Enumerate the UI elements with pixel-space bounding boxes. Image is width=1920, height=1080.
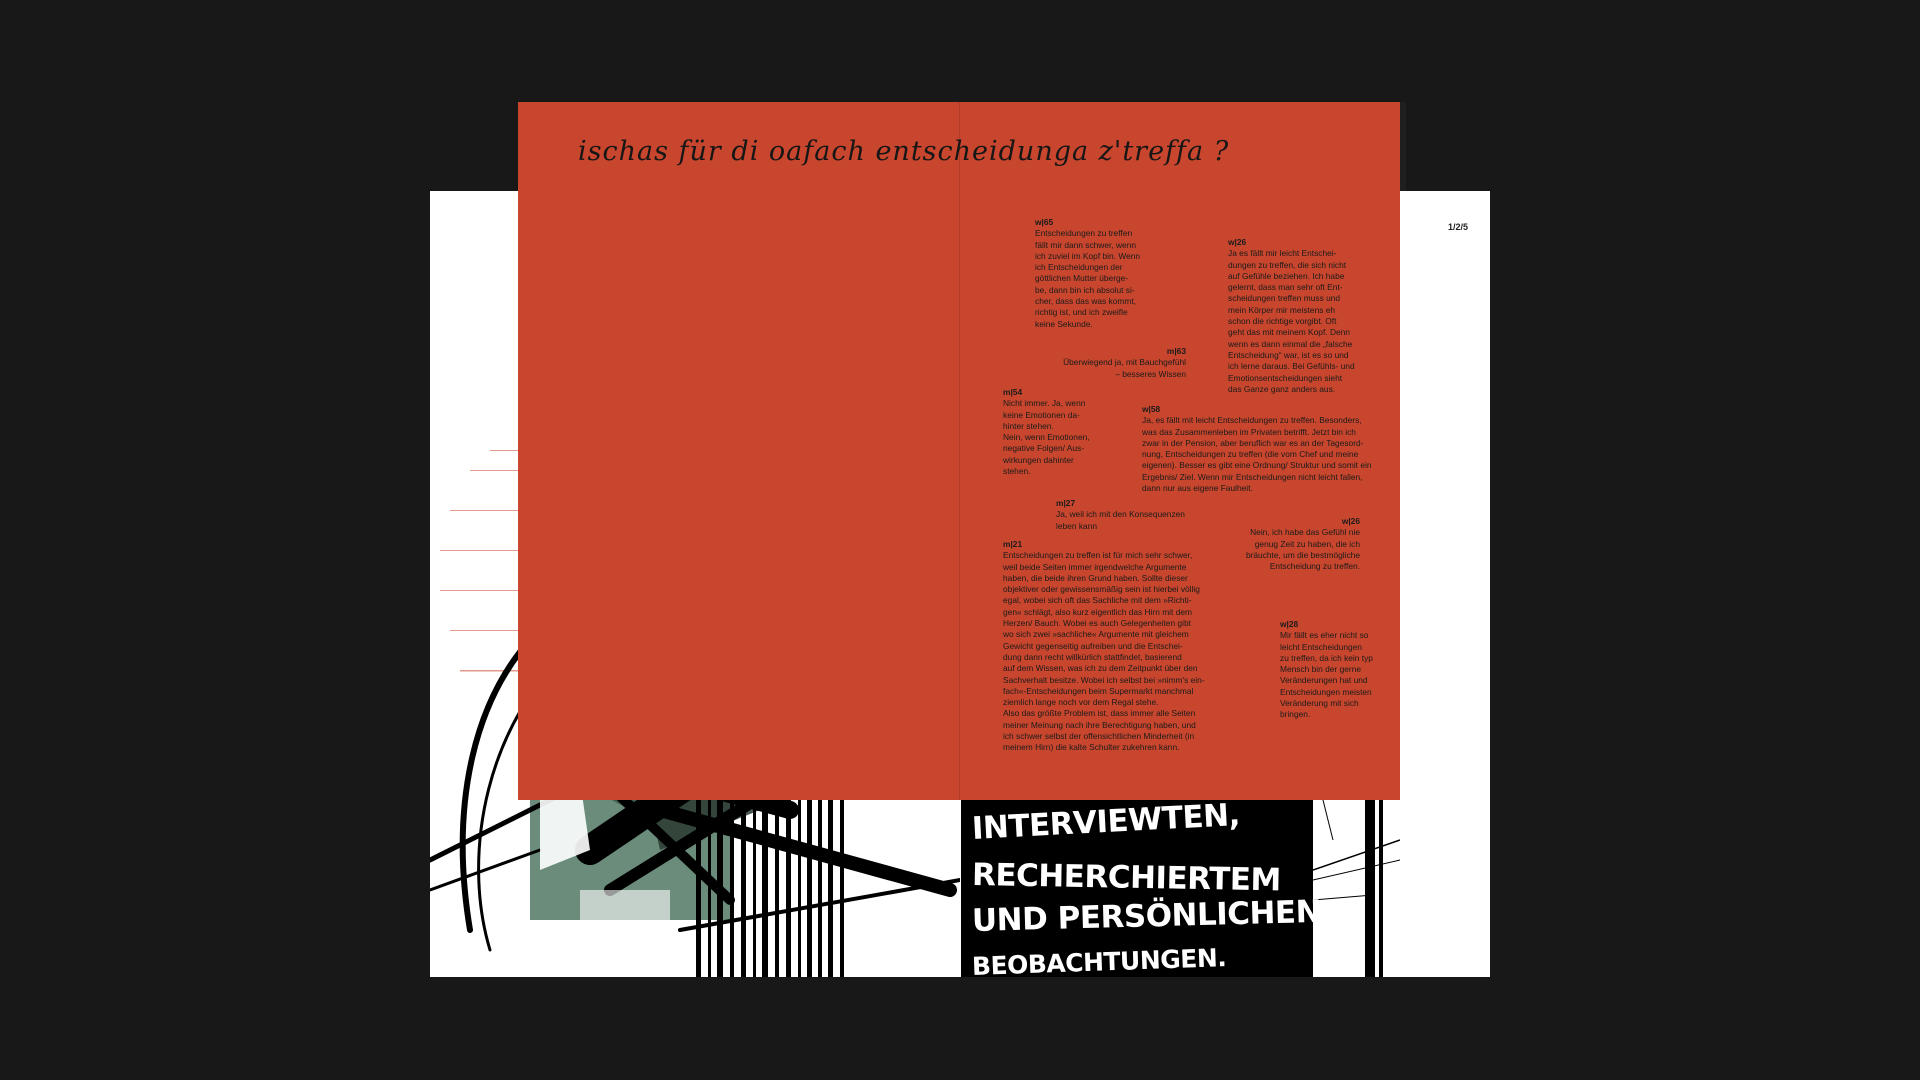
- quote-tag: m|21: [1003, 539, 1023, 549]
- quote-tag: m|54: [1003, 387, 1023, 397]
- page-number: 1/2/5: [1448, 222, 1469, 232]
- quote-text: Entscheidungen zu treffen fällt mir dann schwer, wenn ich zuviel im Kopf bin. Wenn ich Entscheidungen der göttlichen Mutter überge- be, dann bin ich absolut si- cher, dass das was kommt, richtig ist, und ich zweifle keine Sekunde.: [1035, 228, 1141, 329]
- headline-question: ischas für di oafach entscheidunga z'treffa ?: [578, 136, 1230, 167]
- title-text: [971, 796, 1322, 990]
- quote-text: Nicht immer. Ja, wenn keine Emotionen da- hinter stehen. Nein, wenn Emotionen, negative Folgen/ Aus- wirkungen dahinter stehen.: [1003, 398, 1090, 477]
- quote-text: Entscheidungen zu treffen ist für mich sehr schwer, weil beide Seiten immer irgendwelche Argumente haben, die beide ihren Grund haben. Sollte dieser objektiver oder gewissensmäßig sein ist hierbei völlig egal, wobei sich oft das Sachliche mit dem »Richti- gen« schlägt, also kurz eigentlich das Hirn mit dem Herzen/ Bauch. Wobei es auch Gelegenheiten gibt wo sich zwei »sachliche« Argumente mit gleichem Gewicht gegenseitig aufreiben und die Entschei- dung dann recht willkürlich stattfindet, basierend auf dem Wissen, was ich zu dem Zeitpunkt über den Sachverhalt besitze. Wobei ich selbst bei »nimm's ein- fach«-Entscheidungen beim Supermarkt manchmal ziemlich lange noch vor dem Regal stehe. Also das größte Problem ist, dass immer alle Seiten meiner Meinung nach ihre Berechtigung haben, und ich schwer selbst der offensichtlichen Minderheit (in meinem Hirn) die kalte Schulter zukehren kann.: [1003, 550, 1205, 753]
- quote-tag: m|27: [1056, 498, 1076, 508]
- quote-w26-a: [1228, 237, 1368, 395]
- quote-w26-b: [1235, 516, 1360, 572]
- title-line: UND PERSÖNLICHEN: [971, 893, 1322, 939]
- quote-text: Ja, weil ich mit den Konsequenzen leben kann: [1056, 509, 1185, 531]
- quote-tag: w|28: [1280, 619, 1299, 629]
- quote-tag: w|26: [1228, 237, 1247, 247]
- sketch-strip: [1313, 800, 1400, 977]
- quote-m54: [1003, 387, 1103, 477]
- quote-text: Ja, es fällt mit leicht Entscheidungen zu treffen. Besonders, was das Zusammenleben im Privaten betrifft. Jetzt bin ich zwar in der Pension, aber beruflich war es an der Tagesord- nung, Entscheidungen zu treffen (die vom Chef und meine eigenen). Besser es gibt eine Ordnung/ Struktur und somit ein Ergebnis/ Ziel. Wenn mir Entscheidungen nicht leicht fallen, dann nur aus eigene Faulheit.: [1142, 415, 1372, 494]
- title-line: RECHERCHIERTEM: [971, 857, 1282, 899]
- quote-m63: [1056, 346, 1186, 380]
- quote-m21: [1003, 539, 1218, 754]
- quote-m27: [1056, 498, 1196, 532]
- quote-tag: m|63: [1166, 346, 1186, 356]
- quote-tag: w|65: [1035, 217, 1054, 227]
- page-fold: [959, 102, 960, 800]
- quote-text: Nein, ich habe das Gefühl nie genug Zeit zu haben, die ich bräuchte, um die bestmögliche Entscheidung zu treffen.: [1245, 527, 1360, 572]
- quote-text: Mir fällt es eher nicht so leicht Entscheidungen zu treffen, da ich kein typ Mensch bin der gerne Veränderungen hat und Entscheidungen meisten Veränderung mit sich bringen.: [1280, 630, 1373, 720]
- quote-tag: w|26: [1341, 516, 1360, 526]
- quote-w28: [1280, 619, 1390, 721]
- quote-tag: w|58: [1142, 404, 1161, 414]
- quote-text: Ja es fällt mir leicht Entschei- dungen zu treffen, die sich nicht auf Gefühle beziehen. Ich habe gelernt, dass man sehr oft Ent- scheidungen treffen muss und mein Körper mir meistens eh schon die richtige vorgibt. Oft geht das mit meinem Kopf. Denn wenn es dann einmal die „falsche Entscheidung“ war, ist es so und ich lerne daraus. Bei Gefühls- und Emotionsentscheidungen sieht das Ganze ganz anders aus.: [1228, 248, 1355, 394]
- quote-w58: [1142, 404, 1392, 494]
- title-line: BEOBACHTUNGEN.: [971, 943, 1227, 981]
- title-line: INTERVIEWTEN,: [971, 796, 1241, 847]
- sketch-svg: [1313, 800, 1400, 977]
- quote-text: Überwiegend ja, mit Bauchgefühl – besseres Wissen: [1063, 357, 1186, 379]
- quote-w65: [1035, 217, 1155, 330]
